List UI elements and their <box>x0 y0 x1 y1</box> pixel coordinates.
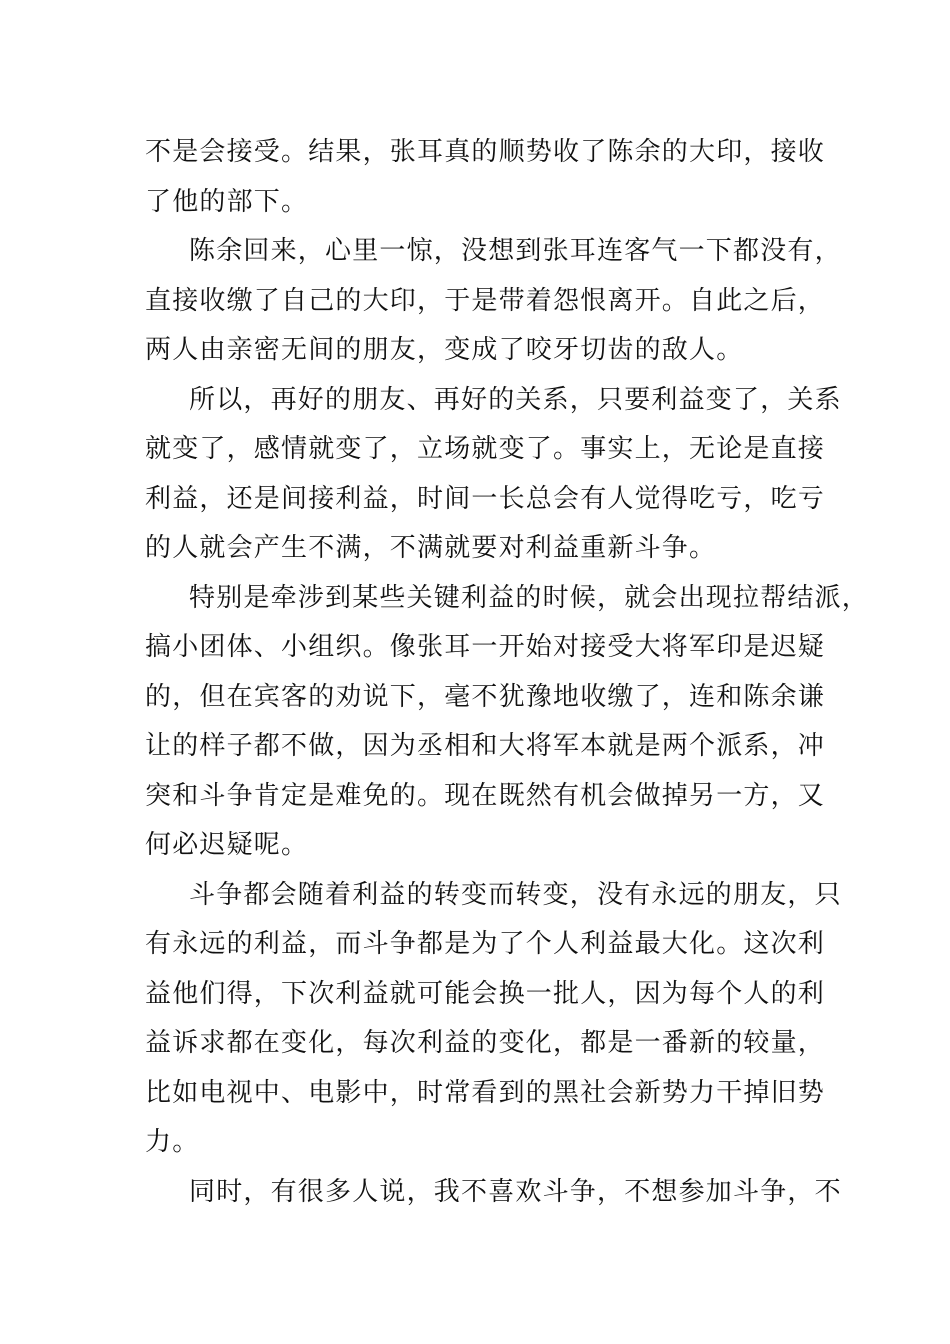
text-line: 的人就会产生不满，不满就要对利益重新斗争。 <box>145 533 717 563</box>
paragraph <box>145 227 842 376</box>
text-line: 直接收缴了自己的大印，于是带着怨恨离开。自此之后， <box>145 285 826 316</box>
text-line: 两人由亲密无间的朋友，变成了咬牙切齿的敌人。 <box>145 335 744 365</box>
paragraph <box>145 128 826 227</box>
text-line: 突和斗争肯定是难免的。现在既然有机会做掉另一方，又 <box>145 780 826 811</box>
text-line: 不是会接受。结果，张耳真的顺势收了陈余的大印，接收 <box>145 137 826 167</box>
paragraph <box>145 376 842 574</box>
text-line: 利益，还是间接利益，时间一长总会有人觉得吃亏，吃亏 <box>145 483 826 514</box>
paragraph <box>145 574 870 871</box>
text-line: 益诉求都在变化，每次利益的变化，都是一番新的较量， <box>145 1028 826 1058</box>
text-line: 特别是牵涉到某些关键利益的时候，就会出现拉帮结派， <box>189 582 870 613</box>
text-line: 比如电视中、电影中，时常看到的黑社会新势力干掉旧势 <box>145 1077 826 1108</box>
text-line: 的，但在宾客的劝说下，毫不犹豫地收缴了，连和陈余谦 <box>145 681 826 712</box>
text-line: 有永远的利益，而斗争都是为了个人利益最大化。这次利 <box>145 929 826 959</box>
text-line: 益他们得，下次利益就可能会换一批人，因为每个人的利 <box>145 978 826 1009</box>
text-line: 搞小团体、小组织。像张耳一开始对接受大将军印是迟疑 <box>145 632 826 662</box>
text-line: 让的样子都不做，因为丞相和大将军本就是两个派系，冲 <box>145 731 826 761</box>
text-line: 了他的部下。 <box>145 186 309 217</box>
text-line: 所以，再好的朋友、再好的关系，只要利益变了，关系 <box>189 384 842 415</box>
text-line: 斗争都会随着利益的转变而转变，没有永远的朋友，只 <box>189 879 842 910</box>
paragraph <box>145 871 842 1168</box>
text-line: 陈余回来，心里一惊，没想到张耳连客气一下都没有， <box>189 236 842 266</box>
text-line: 何必迟疑呢。 <box>145 830 309 860</box>
text-line: 同时，有很多人说，我不喜欢斗争，不想参加斗争，不 <box>189 1176 842 1207</box>
text-line: 力。 <box>145 1127 200 1157</box>
paragraph <box>145 1168 842 1218</box>
document-body <box>145 128 870 1217</box>
text-line: 就变了，感情就变了，立场就变了。事实上，无论是直接 <box>145 434 826 464</box>
